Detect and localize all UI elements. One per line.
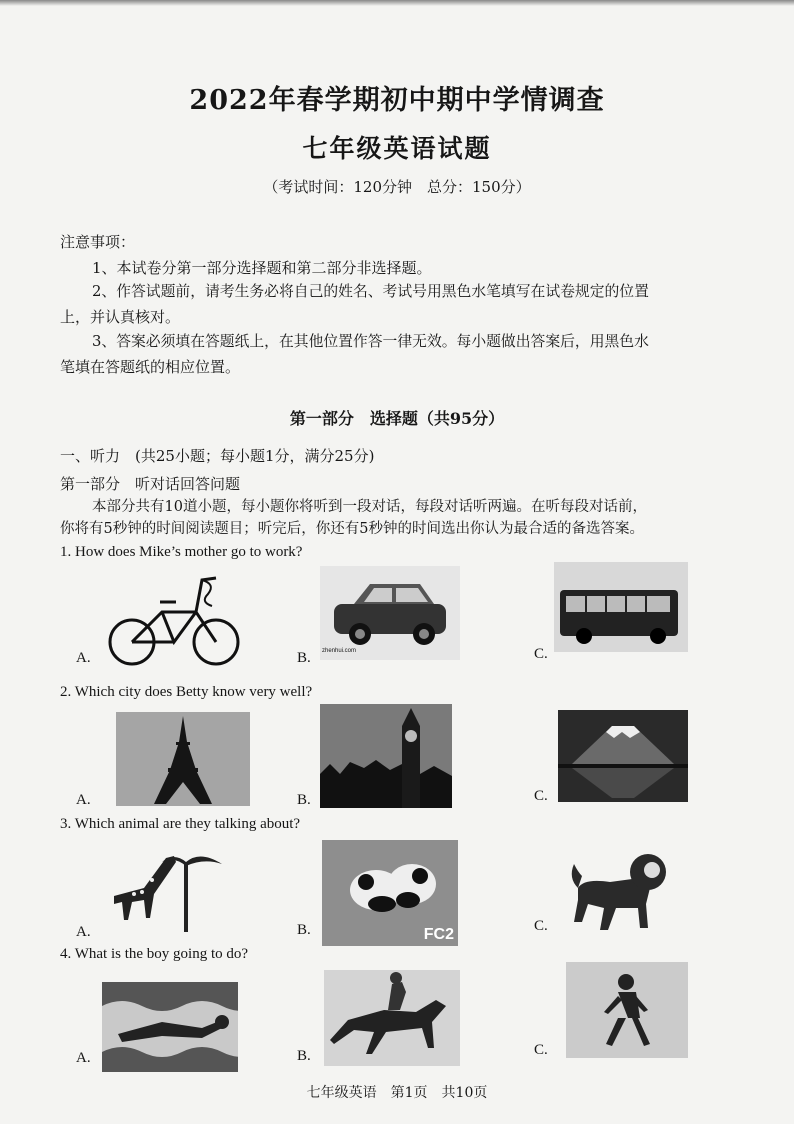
note-item-1: 1、本试卷分第一部分选择题和第二部分非选择题。 <box>92 259 432 277</box>
q1-car-image <box>320 566 460 660</box>
q1-option-b-label[interactable]: B. <box>297 650 311 666</box>
note-item-2-cont: 上，并认真核对。 <box>60 308 181 326</box>
q3-option-a-label[interactable]: A. <box>76 924 91 940</box>
q2-option-c-label[interactable]: C. <box>534 788 548 804</box>
note-item-2: 2、作答试题前，请考生务必将自己的姓名、考试号用黑色水笔填写在试卷规定的位置 <box>92 283 649 300</box>
q2-eiffel-tower-image <box>116 712 250 806</box>
part1-heading: 第一部分 选择题（共95分） <box>289 409 505 428</box>
note-item-3: 3、答案必须填在答题纸上，在其他位置作答一律无效。每小题做出答案后，用黑色水 <box>92 333 649 350</box>
q1-bus-image <box>554 562 688 652</box>
q2-big-ben-image <box>320 704 452 808</box>
page-footer: 七年级英语 第1页 共10页 <box>306 1085 488 1101</box>
question-4: 4. What is the boy going to do? <box>60 946 249 962</box>
q4-swimming-image <box>102 982 238 1072</box>
q4-hiking-image <box>566 962 688 1058</box>
q1-option-a-label[interactable]: A. <box>76 650 91 666</box>
note-item-3-cont: 笔填在答题纸的相应位置。 <box>60 358 241 376</box>
listening-subsection-title: 第一部分 听对话回答问题 <box>60 475 241 493</box>
q3-option-c-label[interactable]: C. <box>534 918 548 934</box>
q2-option-b-label[interactable]: B. <box>297 792 311 808</box>
q1-bicycle-image <box>104 572 242 668</box>
car-image-watermark: zhenhui.com <box>322 648 357 654</box>
instructions-line-1: 本部分共有10道小题，每小题你将听到一段对话，每段对话听两遍。在听每段对话前， <box>92 499 647 515</box>
q3-lion-image <box>564 848 674 938</box>
q2-mount-fuji-image <box>558 710 688 802</box>
notes-heading: 注意事项： <box>60 233 136 251</box>
question-3: 3. Which animal are they talking about? <box>60 816 301 832</box>
q4-option-a-label[interactable]: A. <box>76 1050 91 1066</box>
q1-option-c-label[interactable]: C. <box>534 646 548 662</box>
q4-option-b-label[interactable]: B. <box>297 1048 311 1064</box>
q4-horse-riding-image <box>324 970 460 1066</box>
q3-panda-image <box>322 840 458 946</box>
scan-edge <box>0 0 794 6</box>
panda-image-watermark: FC2 <box>423 926 454 943</box>
exam-info: （考试时间：120分钟 总分：150分） <box>263 178 531 196</box>
question-1: 1. How does Mike’s mother go to work? <box>60 544 303 560</box>
q2-option-a-label[interactable]: A. <box>76 792 91 808</box>
question-2: 2. Which city does Betty know very well? <box>60 684 313 700</box>
exam-subtitle: 七年级英语试题 <box>302 134 492 163</box>
q3-option-b-label[interactable]: B. <box>297 922 311 938</box>
instructions-line-2: 你将有5秒钟的时间阅读题目；听完后，你还有5秒钟的时间选出你认为最合适的备选答案。 <box>60 521 644 537</box>
exam-title: 2022年春学期初中期中学情调查 <box>189 85 605 116</box>
q4-option-c-label[interactable]: C. <box>534 1042 548 1058</box>
listening-section-title: 一、听力 (共25小题；每小题1分，满分25分) <box>60 447 375 465</box>
q3-giraffe-image <box>104 848 226 932</box>
